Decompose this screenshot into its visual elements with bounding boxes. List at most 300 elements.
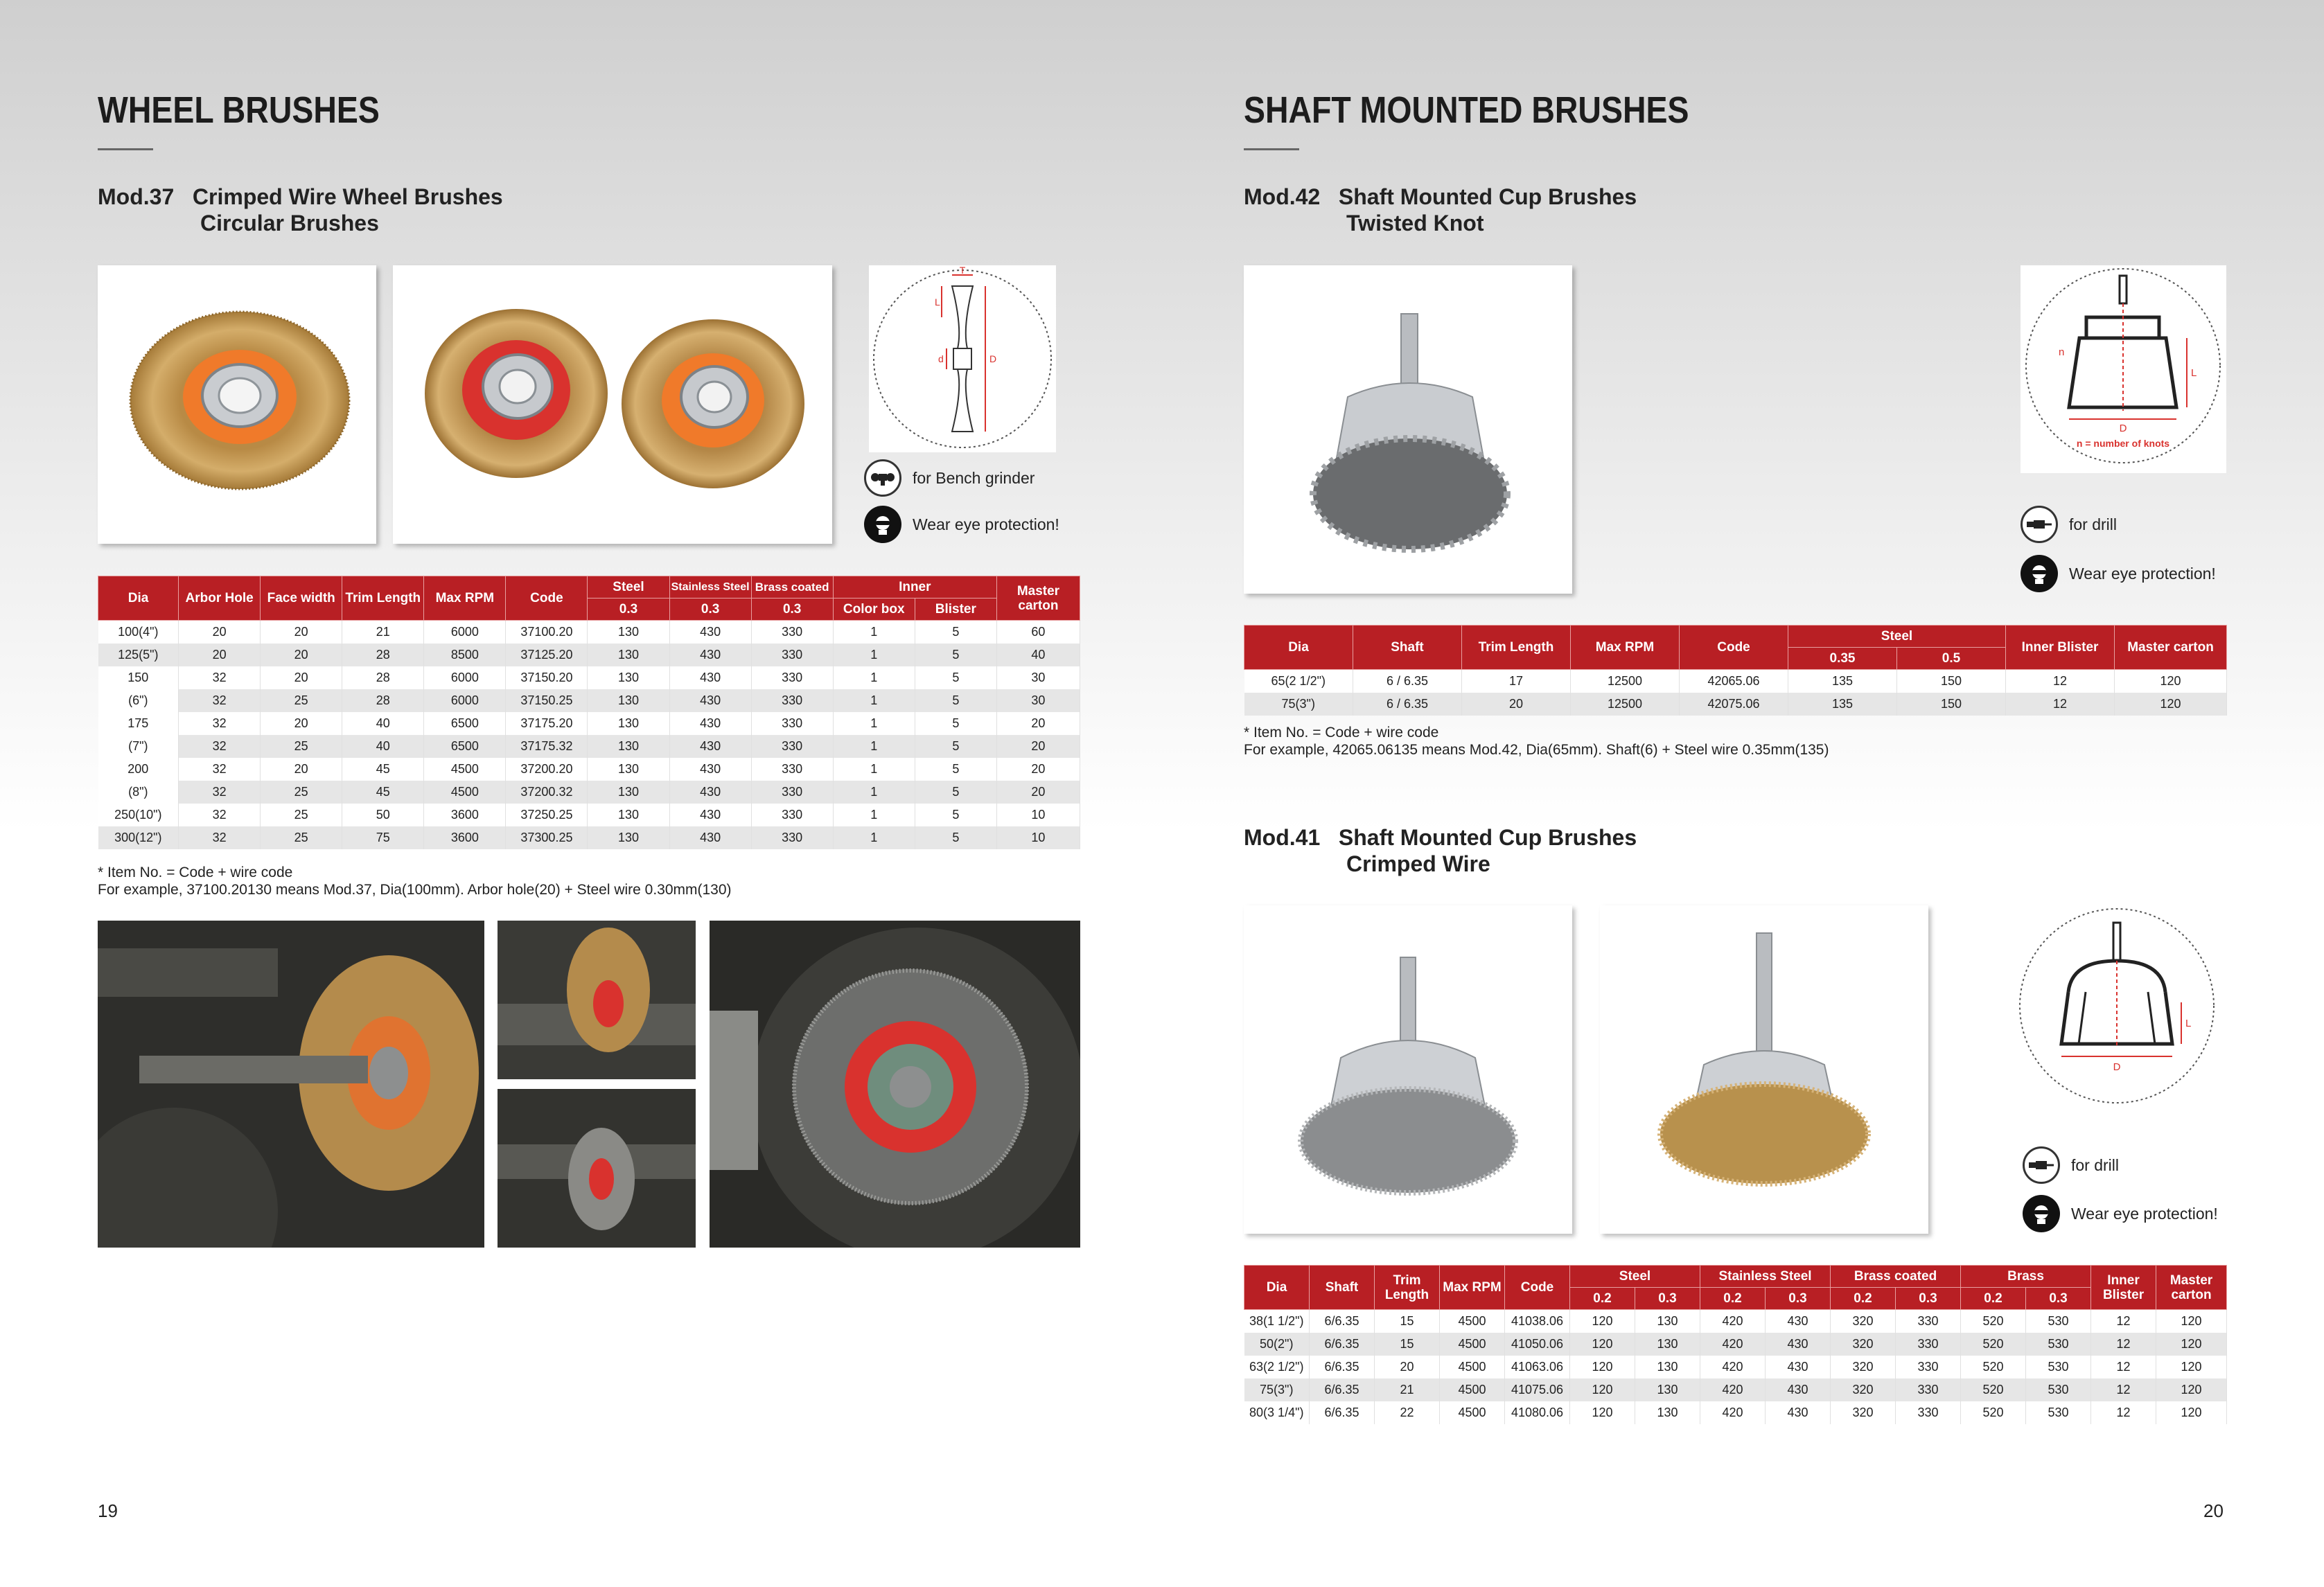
- col-brass-03: 0.3: [2026, 1288, 2091, 1310]
- cell-master: 60: [996, 621, 1080, 644]
- table-row: [98, 666, 1080, 689]
- cell-brass: 330: [751, 621, 833, 644]
- application-photo-4: [710, 921, 1080, 1248]
- cell-trim: 28: [342, 689, 424, 712]
- cell-brass: 330: [751, 781, 833, 804]
- cell-master: 30: [996, 689, 1080, 712]
- cell-blister: 12: [2006, 670, 2115, 693]
- cell-arbor: 32: [179, 666, 261, 689]
- mod37-title: [98, 184, 503, 236]
- col-steel-wire: 0.3: [588, 599, 669, 621]
- mod42-note: [1244, 724, 1829, 759]
- col-arbor-hole: Arbor Hole: [179, 576, 261, 621]
- cell-brass-02: 520: [1961, 1401, 2026, 1424]
- cell-trim: 21: [342, 621, 424, 644]
- cell-arbor: 32: [179, 781, 261, 804]
- cell-brass: 330: [751, 666, 833, 689]
- cell-rpm: 3600: [424, 804, 506, 826]
- cell-code: 42065.06: [1680, 670, 1788, 693]
- cell-shaft: 6/6.35: [1310, 1378, 1375, 1401]
- cell-dia: 80(3 1/4"): [1244, 1401, 1310, 1424]
- cell-trim: 22: [1375, 1401, 1440, 1424]
- usage-eye-protection-label: Wear eye protection!: [2069, 564, 2216, 583]
- diagram-label-d-small: d: [938, 353, 944, 364]
- col-brass-02: 0.2: [1961, 1288, 2026, 1310]
- cell-arbor: 32: [179, 712, 261, 735]
- cell-steel-035: 135: [1788, 693, 1897, 716]
- cell-steel: 130: [588, 644, 669, 666]
- cell-brass-03: 530: [2026, 1356, 2091, 1378]
- cell-box: 1: [833, 826, 915, 849]
- mod37-note: [98, 864, 732, 898]
- cell-master: 120: [2156, 1333, 2227, 1356]
- cell-master: 10: [996, 826, 1080, 849]
- cell-blister: 5: [915, 758, 996, 781]
- cell-arbor: 20: [179, 621, 261, 644]
- cell-shaft: 6 / 6.35: [1353, 693, 1462, 716]
- cell-rpm: 6000: [424, 621, 506, 644]
- cell-brasscoated-02: 320: [1831, 1356, 1896, 1378]
- cell-brass: 330: [751, 826, 833, 849]
- cell-rpm: 4500: [1440, 1401, 1505, 1424]
- cell-stainless: 430: [669, 781, 751, 804]
- cell-brass: 330: [751, 735, 833, 758]
- mod42-note-line2: For example, 42065.06135 means Mod.42, Dia(65mm). Shaft(6) + Steel wire 0.35mm(135): [1244, 742, 1829, 758]
- bench-grinder-icon: [864, 459, 901, 497]
- col-steel-02: 0.2: [1570, 1288, 1635, 1310]
- cell-steel-035: 135: [1788, 670, 1897, 693]
- cell-stainless: 430: [669, 689, 751, 712]
- col-inner-blister: Inner Blister: [2091, 1266, 2156, 1310]
- cell-blister: 12: [2091, 1310, 2156, 1333]
- cell-dia: 50(2"): [1244, 1333, 1310, 1356]
- col-shaft: Shaft: [1310, 1266, 1375, 1310]
- col-blister: Blister: [915, 599, 996, 621]
- cell-steel-03: 130: [1635, 1378, 1700, 1401]
- cell-face: 20: [261, 758, 342, 781]
- cell-code: 41038.06: [1505, 1310, 1570, 1333]
- diagram-label-t: T: [959, 265, 966, 276]
- cell-dia: 250(10"): [98, 804, 179, 826]
- cell-arbor: 32: [179, 758, 261, 781]
- cell-rpm: 8500: [424, 644, 506, 666]
- cell-trim: 21: [1375, 1378, 1440, 1401]
- cell-face: 20: [261, 666, 342, 689]
- cell-rpm: 12500: [1571, 693, 1680, 716]
- cell-face: 25: [261, 689, 342, 712]
- cell-dia: 75(3"): [1244, 693, 1353, 716]
- cell-master: 120: [2156, 1356, 2227, 1378]
- col-steel-05: 0.5: [1897, 648, 2006, 670]
- title-divider: [1244, 148, 1299, 150]
- col-face-width: Face width: [261, 576, 342, 621]
- cell-stainless: 430: [669, 621, 751, 644]
- cell-rpm: 6000: [424, 689, 506, 712]
- cell-box: 1: [833, 621, 915, 644]
- cell-shaft: 6/6.35: [1310, 1310, 1375, 1333]
- cell-brass: 330: [751, 689, 833, 712]
- table-row: [1244, 1401, 2227, 1424]
- cell-rpm: 4500: [424, 781, 506, 804]
- cell-brasscoated-03: 330: [1896, 1310, 1961, 1333]
- cell-stainless: 430: [669, 804, 751, 826]
- table-row: [98, 621, 1080, 644]
- mod41-title-line2: Crimped Wire: [1346, 851, 1490, 876]
- cell-box: 1: [833, 644, 915, 666]
- cell-master: 120: [2156, 1310, 2227, 1333]
- table-row: [98, 712, 1080, 735]
- mod42-title-line1: Mod.42 Shaft Mounted Cup Brushes: [1244, 184, 1637, 209]
- cell-rpm: 3600: [424, 826, 506, 849]
- col-max-rpm: Max RPM: [424, 576, 506, 621]
- cell-code: 41075.06: [1505, 1378, 1570, 1401]
- table-row: [98, 781, 1080, 804]
- wheel-brush-dimension-diagram: [869, 265, 1056, 452]
- cell-brass-02: 520: [1961, 1333, 2026, 1356]
- cell-face: 20: [261, 712, 342, 735]
- cell-dia: 38(1 1/2"): [1244, 1310, 1310, 1333]
- col-brass: Brass: [1961, 1266, 2091, 1288]
- usage-bench-grinder-label: for Bench grinder: [913, 468, 1035, 487]
- cell-master: 40: [996, 644, 1080, 666]
- col-dia: Dia: [1244, 1266, 1310, 1310]
- cell-blister: 12: [2006, 693, 2115, 716]
- col-brass-coated: Brass coated: [751, 576, 833, 599]
- cell-arbor: 20: [179, 644, 261, 666]
- cell-code: 37125.20: [506, 644, 588, 666]
- cell-master: 20: [996, 712, 1080, 735]
- cell-steel: 130: [588, 621, 669, 644]
- col-code: Code: [1505, 1266, 1570, 1310]
- usage-drill-label: for drill: [2071, 1155, 2120, 1174]
- col-shaft: Shaft: [1353, 626, 1462, 670]
- diagram-label-d-big: D: [989, 353, 997, 364]
- table-row: [1244, 1333, 2227, 1356]
- col-master-carton: Master carton: [996, 576, 1080, 621]
- cell-brass-02: 520: [1961, 1356, 2026, 1378]
- cell-brasscoated-02: 320: [1831, 1378, 1896, 1401]
- cell-brass-02: 520: [1961, 1378, 2026, 1401]
- col-max-rpm: Max RPM: [1571, 626, 1680, 670]
- cell-stainless: 430: [669, 758, 751, 781]
- col-brass-wire: 0.3: [751, 599, 833, 621]
- cell-arbor: 32: [179, 735, 261, 758]
- cell-trim: 20: [1375, 1356, 1440, 1378]
- cell-code: 37150.20: [506, 666, 588, 689]
- cell-face: 25: [261, 826, 342, 849]
- cell-rpm: 4500: [1440, 1378, 1505, 1401]
- eye-protection-icon: [2023, 1195, 2060, 1232]
- mod37-note-line2: For example, 37100.20130 means Mod.37, Dia(100mm). Arbor hole(20) + Steel wire 0.30mm(130): [98, 882, 732, 898]
- cell-stainless-02: 420: [1700, 1356, 1766, 1378]
- cell-steel-03: 130: [1635, 1356, 1700, 1378]
- cell-dia: 200: [98, 758, 179, 781]
- cell-master: 120: [2156, 1401, 2227, 1424]
- cell-steel: 130: [588, 735, 669, 758]
- table-row: [98, 758, 1080, 781]
- page-title-shaft-mounted-brushes: SHAFT MOUNTED BRUSHES: [1244, 89, 1689, 131]
- title-divider: [98, 148, 153, 150]
- usage-drill-label: for drill: [2069, 515, 2118, 533]
- cell-dia: (8"): [98, 781, 179, 804]
- mod41-spec-table: [1244, 1265, 2227, 1424]
- cell-master: 10: [996, 804, 1080, 826]
- mod37-spec-table: [98, 576, 1080, 849]
- cell-stainless-03: 430: [1766, 1378, 1831, 1401]
- cell-rpm: 4500: [1440, 1356, 1505, 1378]
- usage-drill: [2021, 506, 2117, 543]
- table-row: [98, 826, 1080, 849]
- product-photo-wheel-brush-orange: [98, 265, 376, 544]
- col-trim-length: Trim Length: [342, 576, 424, 621]
- cell-rpm: 4500: [1440, 1310, 1505, 1333]
- cell-steel: 130: [588, 666, 669, 689]
- cell-stainless-02: 420: [1700, 1401, 1766, 1424]
- cell-brass: 330: [751, 804, 833, 826]
- cell-rpm: 6500: [424, 712, 506, 735]
- cell-master: 20: [996, 735, 1080, 758]
- cell-blister: 5: [915, 644, 996, 666]
- cell-steel: 130: [588, 826, 669, 849]
- cell-stainless-03: 430: [1766, 1310, 1831, 1333]
- cell-dia: 150: [98, 666, 179, 689]
- cell-rpm: 4500: [424, 758, 506, 781]
- col-stainless-steel: Stainless Steel: [669, 576, 751, 599]
- col-stainless-03: 0.3: [1766, 1288, 1831, 1310]
- cell-steel-03: 130: [1635, 1310, 1700, 1333]
- drill-icon: [2023, 1146, 2060, 1184]
- mod37-title-line2: Circular Brushes: [200, 211, 379, 236]
- cell-steel: 130: [588, 781, 669, 804]
- cell-brasscoated-02: 320: [1831, 1333, 1896, 1356]
- cell-steel-02: 120: [1570, 1378, 1635, 1401]
- diagram-label-n: n: [2059, 346, 2065, 358]
- page-number-right: 20: [2203, 1500, 2224, 1521]
- cell-arbor: 32: [179, 826, 261, 849]
- diagram-label-d: D: [2113, 1061, 2121, 1073]
- col-code: Code: [506, 576, 588, 621]
- eye-protection-icon: [2021, 555, 2058, 592]
- col-brass-coated: Brass coated: [1831, 1266, 1961, 1288]
- usage-eye-protection: [2023, 1195, 2218, 1232]
- mod41-title-line1: Mod.41 Shaft Mounted Cup Brushes: [1244, 825, 1637, 850]
- cell-rpm: 6500: [424, 735, 506, 758]
- col-stainless-steel: Stainless Steel: [1700, 1266, 1831, 1288]
- product-photo-twisted-knot-cup: [1244, 265, 1572, 594]
- col-dia: Dia: [98, 576, 179, 621]
- cell-dia: (6"): [98, 689, 179, 712]
- cell-box: 1: [833, 666, 915, 689]
- cell-code: 37150.25: [506, 689, 588, 712]
- cell-brass-03: 530: [2026, 1378, 2091, 1401]
- page-number-left: 19: [98, 1500, 118, 1521]
- cell-stainless-02: 420: [1700, 1310, 1766, 1333]
- cell-steel-05: 150: [1897, 670, 2006, 693]
- cell-master: 30: [996, 666, 1080, 689]
- mod42-spec-table: [1244, 625, 2227, 716]
- cell-box: 1: [833, 758, 915, 781]
- table-row: [1244, 693, 2227, 716]
- col-brasscoated-02: 0.2: [1831, 1288, 1896, 1310]
- cell-steel: 130: [588, 712, 669, 735]
- cell-stainless: 430: [669, 735, 751, 758]
- cell-brasscoated-02: 320: [1831, 1310, 1896, 1333]
- col-brasscoated-03: 0.3: [1896, 1288, 1961, 1310]
- col-master-carton: Master carton: [2156, 1266, 2227, 1310]
- cell-brasscoated-03: 330: [1896, 1356, 1961, 1378]
- cell-blister: 5: [915, 689, 996, 712]
- table-row: [1244, 1356, 2227, 1378]
- cell-code: 37200.32: [506, 781, 588, 804]
- usage-bench-grinder: [864, 459, 1035, 497]
- cell-trim: 15: [1375, 1333, 1440, 1356]
- cell-blister: 5: [915, 735, 996, 758]
- application-photo-1: [98, 921, 484, 1248]
- cell-steel: 130: [588, 758, 669, 781]
- col-stainless-02: 0.2: [1700, 1288, 1766, 1310]
- application-photo-2: [498, 921, 696, 1079]
- cell-dia: 65(2 1/2"): [1244, 670, 1353, 693]
- cell-brass: 330: [751, 644, 833, 666]
- cell-trim: 45: [342, 758, 424, 781]
- cell-stainless-02: 420: [1700, 1378, 1766, 1401]
- table-row: [98, 644, 1080, 666]
- col-trim-length: Trim Length: [1462, 626, 1571, 670]
- cell-blister: 12: [2091, 1356, 2156, 1378]
- cell-shaft: 6 / 6.35: [1353, 670, 1462, 693]
- table-row: [1244, 670, 2227, 693]
- cell-code: 37100.20: [506, 621, 588, 644]
- cell-trim: 20: [1462, 693, 1571, 716]
- page-title-wheel-brushes: WHEEL BRUSHES: [98, 89, 380, 131]
- cell-dia: 75(3"): [1244, 1378, 1310, 1401]
- cell-steel: 130: [588, 804, 669, 826]
- cell-master: 20: [996, 758, 1080, 781]
- cell-box: 1: [833, 735, 915, 758]
- cell-master: 120: [2115, 693, 2227, 716]
- cell-trim: 40: [342, 712, 424, 735]
- col-steel: Steel: [1788, 626, 2006, 648]
- usage-eye-protection: [864, 506, 1059, 543]
- table-row: [98, 804, 1080, 826]
- cell-stainless-03: 430: [1766, 1356, 1831, 1378]
- cell-shaft: 6/6.35: [1310, 1356, 1375, 1378]
- diagram-label-l: L: [2191, 367, 2197, 379]
- cell-trim: 17: [1462, 670, 1571, 693]
- cell-master: 120: [2156, 1378, 2227, 1401]
- twisted-knot-dimension-diagram: [2021, 265, 2226, 473]
- cell-code: 37175.32: [506, 735, 588, 758]
- table-row: [98, 689, 1080, 712]
- cell-brass: 330: [751, 712, 833, 735]
- cell-stainless-02: 420: [1700, 1333, 1766, 1356]
- col-steel: Steel: [588, 576, 669, 599]
- cell-brass-03: 530: [2026, 1310, 2091, 1333]
- cell-brasscoated-03: 330: [1896, 1401, 1961, 1424]
- mod42-title: [1244, 184, 1637, 236]
- cell-blister: 5: [915, 666, 996, 689]
- cell-trim: 28: [342, 644, 424, 666]
- table-row: [1244, 1310, 2227, 1333]
- col-max-rpm: Max RPM: [1440, 1266, 1505, 1310]
- cell-blister: 12: [2091, 1401, 2156, 1424]
- cell-shaft: 6/6.35: [1310, 1401, 1375, 1424]
- cell-shaft: 6/6.35: [1310, 1333, 1375, 1356]
- col-inner-blister: Inner Blister: [2006, 626, 2115, 670]
- cell-code: 41063.06: [1505, 1356, 1570, 1378]
- mod42-title-line2: Twisted Knot: [1346, 211, 1484, 236]
- cell-code: 37300.25: [506, 826, 588, 849]
- cell-box: 1: [833, 712, 915, 735]
- cell-dia: 175: [98, 712, 179, 735]
- cell-trim: 50: [342, 804, 424, 826]
- cell-box: 1: [833, 781, 915, 804]
- col-inner: Inner: [833, 576, 996, 599]
- cell-stainless: 430: [669, 826, 751, 849]
- cell-steel-05: 150: [1897, 693, 2006, 716]
- crimped-cup-dimension-diagram: [2016, 905, 2217, 1106]
- cell-trim: 28: [342, 666, 424, 689]
- col-dia: Dia: [1244, 626, 1353, 670]
- table-row: [1244, 1378, 2227, 1401]
- cell-trim: 40: [342, 735, 424, 758]
- col-color-box: Color box: [833, 599, 915, 621]
- cell-steel-02: 120: [1570, 1310, 1635, 1333]
- cell-dia: 300(12"): [98, 826, 179, 849]
- product-photo-crimped-cup-steel: [1244, 905, 1572, 1234]
- cell-dia: 125(5"): [98, 644, 179, 666]
- usage-eye-protection: [2021, 555, 2216, 592]
- cell-brass: 330: [751, 758, 833, 781]
- mod41-title: [1244, 824, 1637, 877]
- cell-stainless: 430: [669, 666, 751, 689]
- cell-code: 42075.06: [1680, 693, 1788, 716]
- cell-steel-02: 120: [1570, 1333, 1635, 1356]
- usage-eye-protection-label: Wear eye protection!: [2071, 1204, 2218, 1223]
- cell-face: 25: [261, 781, 342, 804]
- drill-icon: [2021, 506, 2058, 543]
- col-steel: Steel: [1570, 1266, 1700, 1288]
- cell-brasscoated-02: 320: [1831, 1401, 1896, 1424]
- cell-rpm: 4500: [1440, 1333, 1505, 1356]
- cell-dia: (7"): [98, 735, 179, 758]
- cell-rpm: 12500: [1571, 670, 1680, 693]
- cell-master: 120: [2115, 670, 2227, 693]
- cell-brass-02: 520: [1961, 1310, 2026, 1333]
- usage-drill: [2023, 1146, 2119, 1184]
- application-photo-3: [498, 1089, 696, 1248]
- cell-face: 25: [261, 735, 342, 758]
- cell-dia: 100(4"): [98, 621, 179, 644]
- cell-code: 41080.06: [1505, 1401, 1570, 1424]
- cell-face: 20: [261, 644, 342, 666]
- cell-blister: 5: [915, 781, 996, 804]
- cell-box: 1: [833, 689, 915, 712]
- cell-blister: 12: [2091, 1378, 2156, 1401]
- cell-steel-02: 120: [1570, 1356, 1635, 1378]
- cell-dia: 63(2 1/2"): [1244, 1356, 1310, 1378]
- mod37-note-line1: * Item No. = Code + wire code: [98, 865, 293, 880]
- mod42-note-line1: * Item No. = Code + wire code: [1244, 725, 1439, 741]
- cell-arbor: 32: [179, 804, 261, 826]
- cell-stainless-03: 430: [1766, 1333, 1831, 1356]
- cell-brass-03: 530: [2026, 1401, 2091, 1424]
- diagram-label-l: L: [2185, 1018, 2192, 1029]
- cell-stainless: 430: [669, 644, 751, 666]
- cell-trim: 75: [342, 826, 424, 849]
- cell-arbor: 32: [179, 689, 261, 712]
- mod37-title-line1: Mod.37 Crimped Wire Wheel Brushes: [98, 184, 503, 209]
